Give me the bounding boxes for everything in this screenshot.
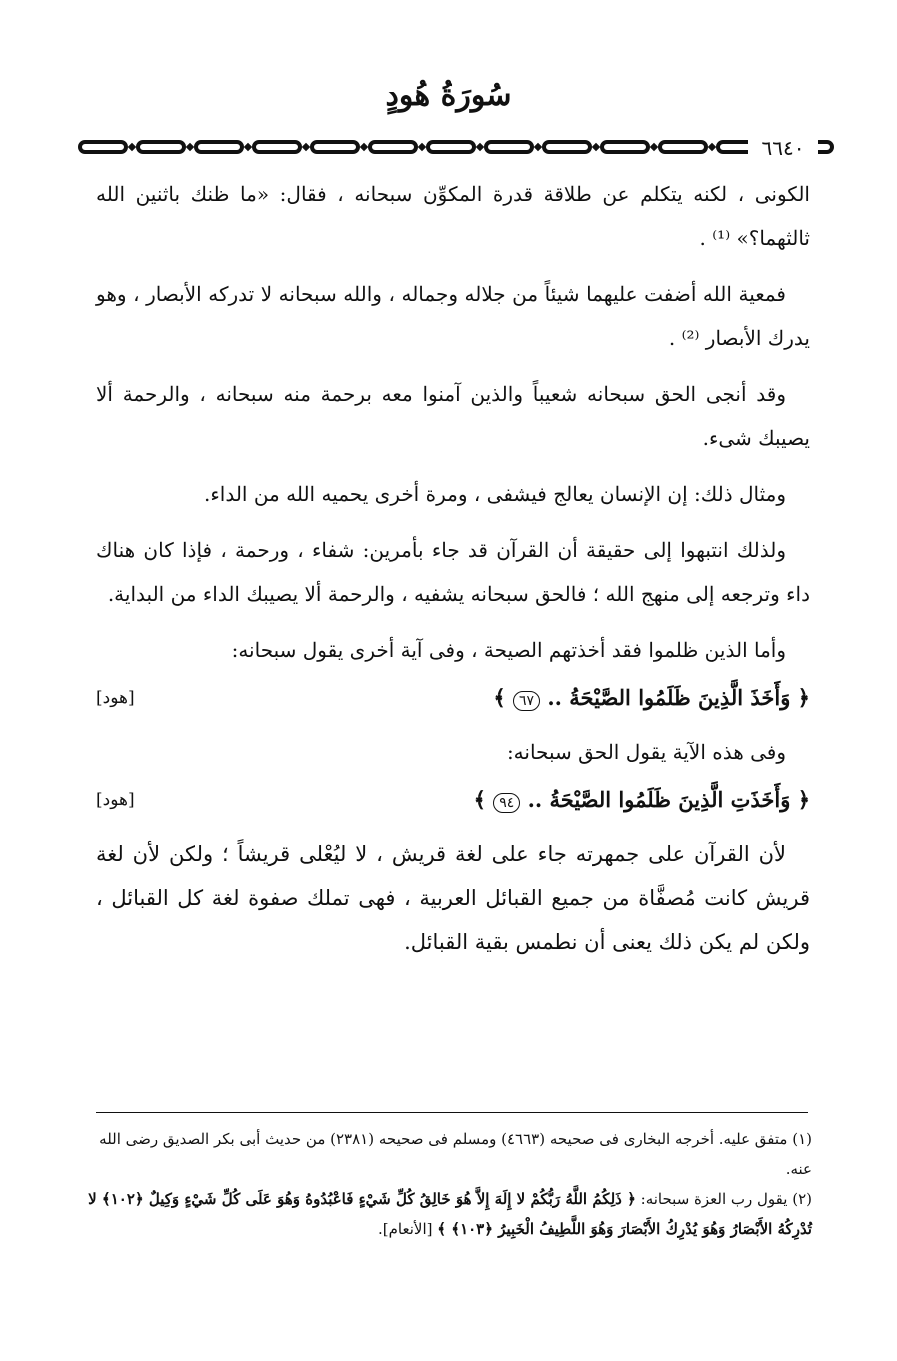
footnote-divider bbox=[96, 1112, 808, 1113]
paragraph: وأما الذين ظلموا فقد أخذتهم الصيحة ، وفى آية أخرى يقول سبحانه: bbox=[231, 638, 786, 662]
verse-number: ٦٧ bbox=[513, 691, 540, 711]
verse-reference: [هود] bbox=[96, 688, 135, 708]
quran-verse: ﴿ وَأَخَذَتِ الَّذِينَ ظَلَمُوا الصَّيْحَةُ .. ٩٤ ﴾ bbox=[473, 787, 810, 812]
paragraph: فمعية الله أضفت عليهما شيئاً من جلاله وجماله ، والله سبحانه لا تدركه الأبصار ، وهو يدرك الأبصار ⁽²⁾ . bbox=[96, 282, 810, 350]
verse-reference: [هود] bbox=[96, 790, 135, 810]
surah-title: سُورَةُ هُودٍ bbox=[385, 78, 512, 113]
footnote-2-verse: ﴿ ذَلِكُمُ اللَّهُ رَبُّكُمْ لا إِلَهَ إِلاَّ هُوَ خَالِقُ كُلِّ شَيْءٍ فَاعْبُدُوهُ وَهُوَ عَلَى كُلِّ شَيْءٍ وَكِيلٌ ﴿١٠٢﴾ لا تُدْرِكُهُ الأَبْصَارُ وَهُوَ يُدْرِكُ الأَبْصَارَ وَهُوَ اللَّطِيفُ الْخَبِيرُ ﴿١٠٣﴾ ﴾ bbox=[88, 1190, 812, 1238]
quran-verse-line bbox=[96, 676, 810, 720]
paragraph: ولذلك انتبهوا إلى حقيقة أن القرآن قد جاء بأمرين: شفاء ، ورحمة ، فإذا كان هناك داء وترجعه إلى منهج الله ؛ فالحق سبحانه يشفيه ، والرحمة ألا يصيبك الداء من البداية. bbox=[96, 538, 810, 606]
paragraph: ومثال ذلك: إن الإنسان يعالج فيشفى ، ومرة أخرى يحميه الله من الداء. bbox=[204, 482, 786, 506]
footnote-1: (١) متفق عليه. أخرجه البخارى فى صحيحه (٤٦٦٣) ومسلم فى صحيحه (٢٣٨١) من حديث أبى بكر الصديق رضى الله عنه. bbox=[99, 1130, 812, 1178]
quran-verse: ﴿ وَأَخَذَ الَّذِينَ ظَلَمُوا الصَّيْحَةُ .. ٦٧ ﴾ bbox=[493, 685, 810, 710]
footnotes bbox=[86, 1124, 812, 1244]
page-number: ٦٦٤٠ bbox=[748, 133, 818, 163]
quran-verse-line bbox=[96, 778, 810, 822]
footnote-2-intro: (٢) يقول رب العزة سبحانه: bbox=[640, 1190, 812, 1208]
footnote-2-ref: [الأنعام]. bbox=[378, 1220, 433, 1238]
verse-number: ٩٤ bbox=[493, 793, 520, 813]
paragraph: لأن القرآن على جمهرته جاء على لغة قريش ، لا ليُعْلى قريشاً ؛ ولكن لأن لغة قريش كانت مُصفَّاة من جميع القبائل العربية ، فهى تملك صفوة لغة كل القبائل ، ولكن لم يكن ذلك يعنى أن نطمس بقية القبائل. bbox=[96, 842, 810, 954]
paragraph: وفى هذه الآية يقول الحق سبحانه: bbox=[506, 740, 786, 764]
decorative-border bbox=[76, 136, 836, 158]
paragraph: الكونى ، لكنه يتكلم عن طلاقة قدرة المكوِّن سبحانه ، فقال: «ما ظنك باثنين الله ثالثهما؟» ⁽¹⁾ . bbox=[96, 182, 810, 250]
main-text bbox=[96, 172, 810, 976]
paragraph: وقد أنجى الحق سبحانه شعيباً والذين آمنوا معه برحمة منه سبحانه ، والرحمة ألا يصيبك شىء. bbox=[96, 382, 810, 450]
footnote-2 bbox=[86, 1184, 812, 1244]
